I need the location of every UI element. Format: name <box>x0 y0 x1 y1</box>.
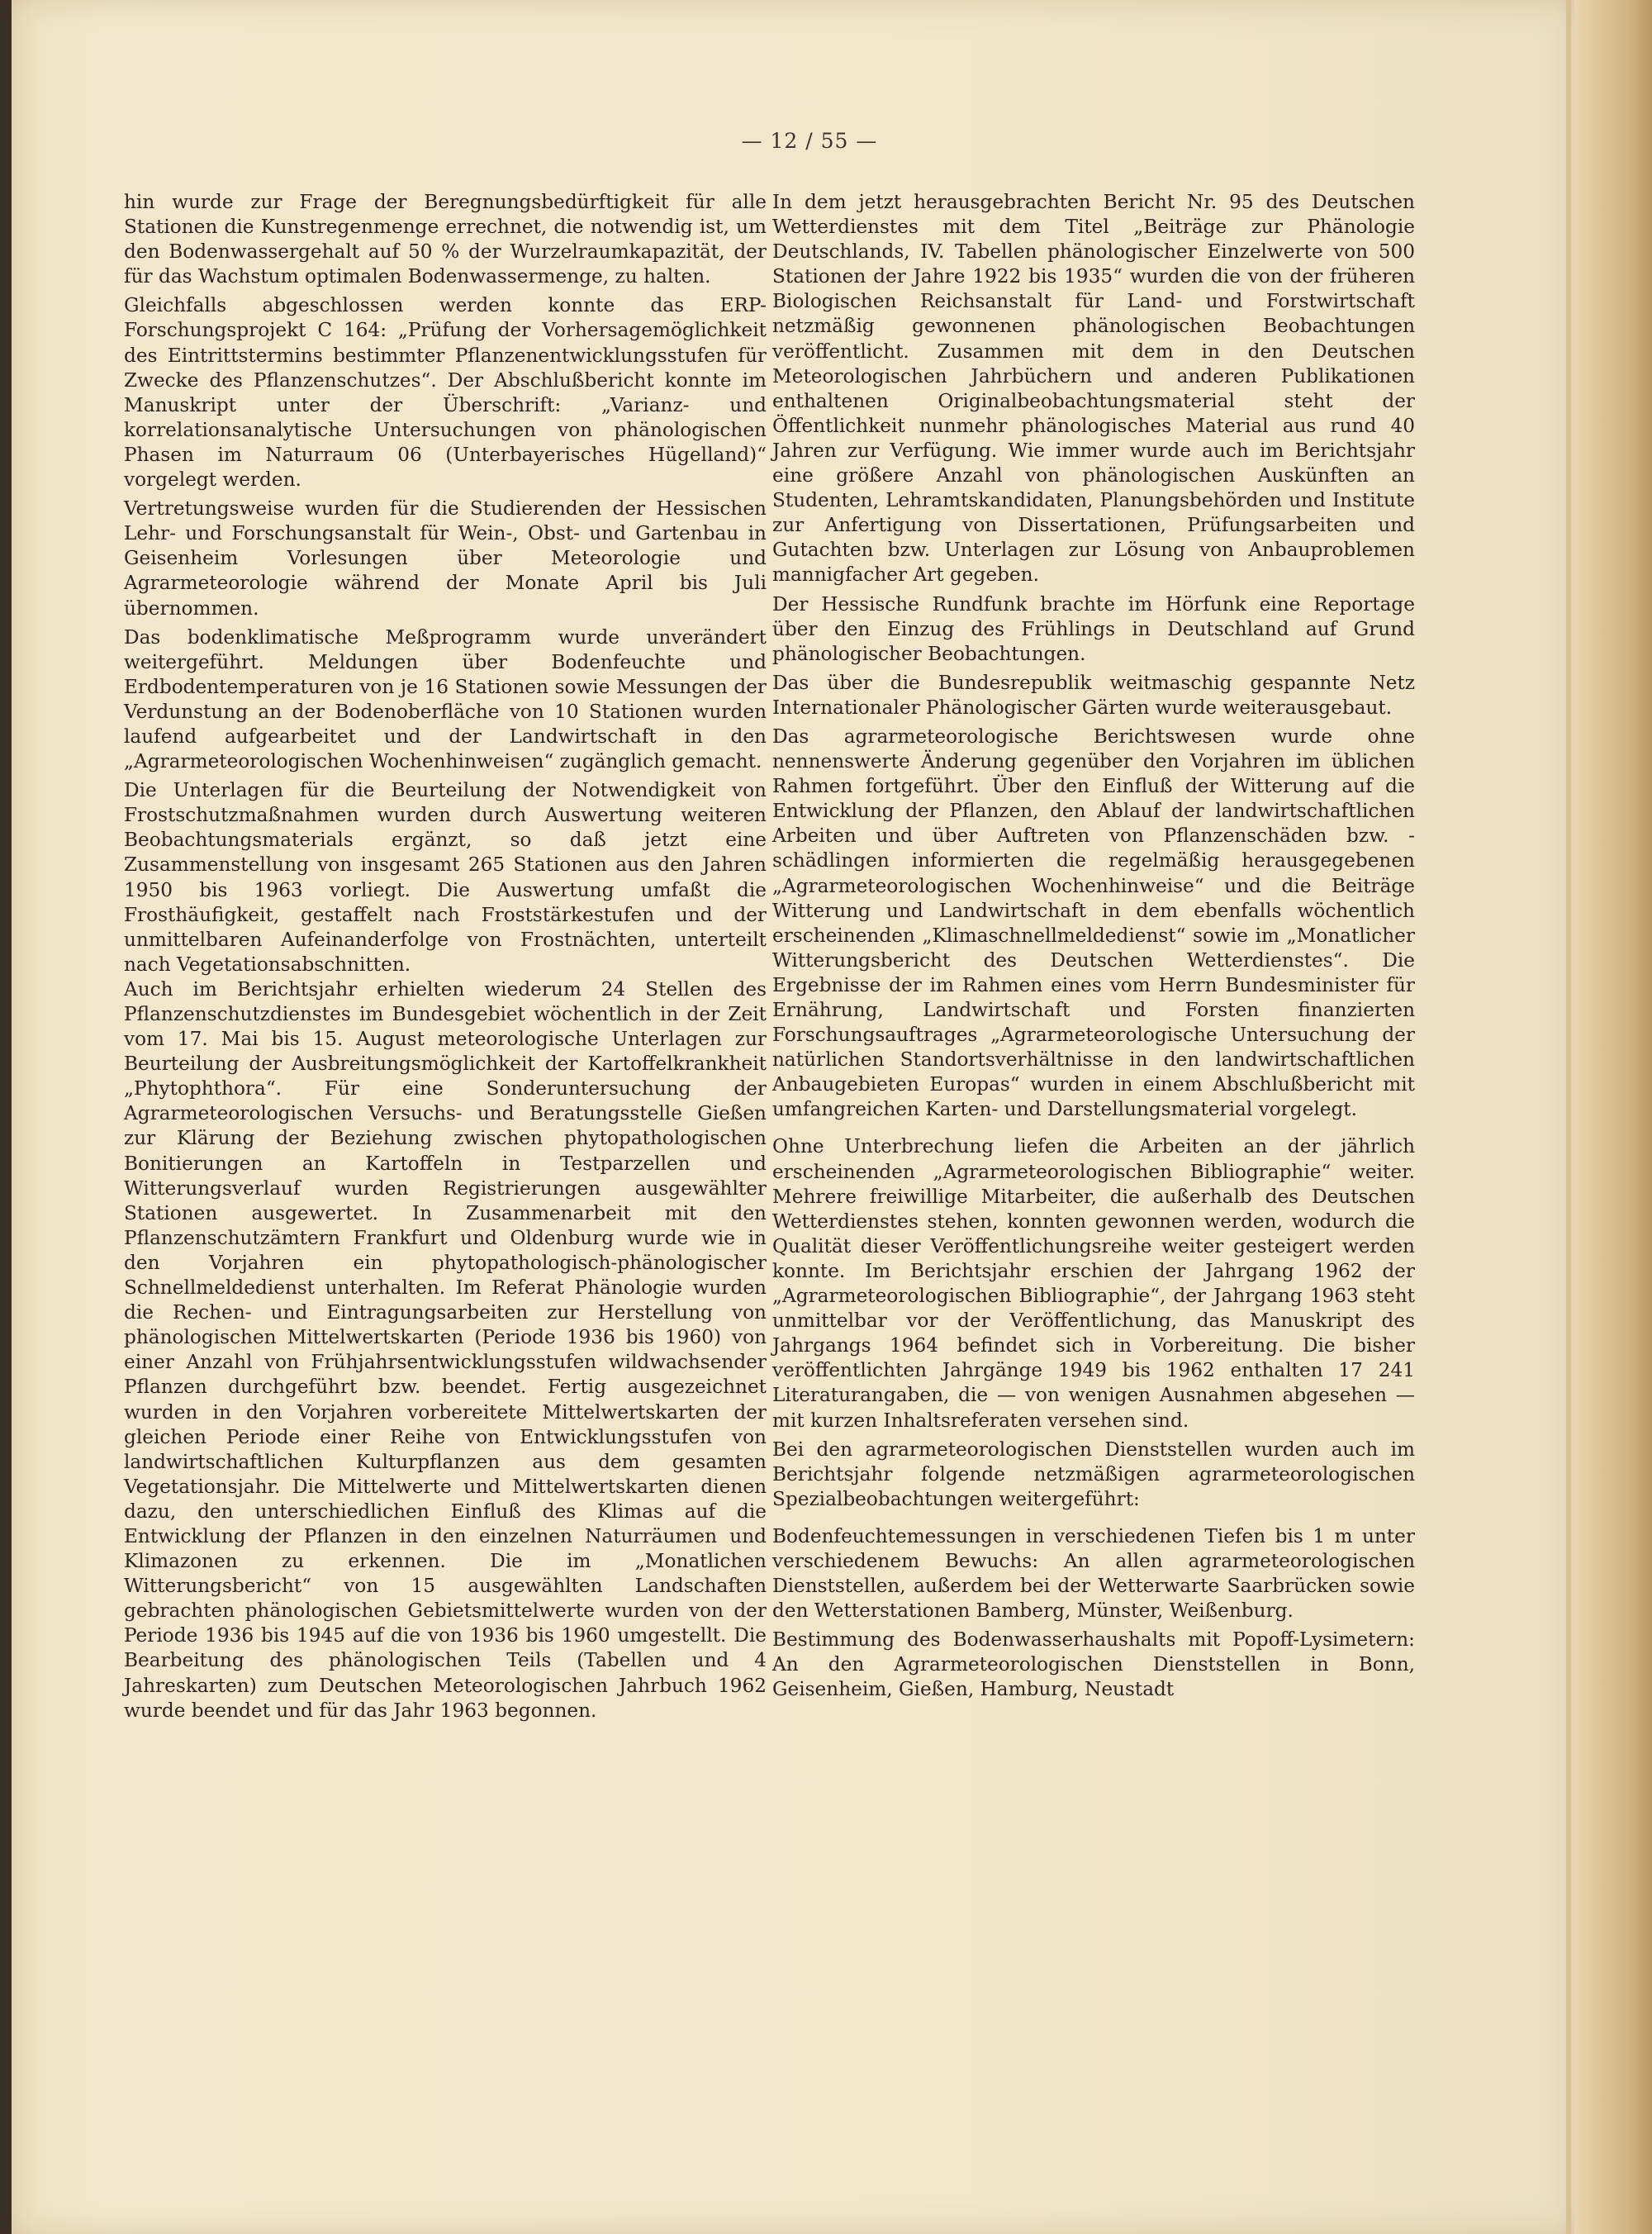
page-fold-line <box>1566 0 1571 2234</box>
paragraph: In dem jetzt herausgebrachten Bericht Nr. 95 des Deutschen Wetterdienstes mit dem Titel „Beiträge zur Phänologie Deutschlands, IV. Tabellen phänologischer Einzelwerte von 500 Stationen der Jahre 1922 bis 1935“ wurden die von der früheren Biologischen Reichsanstalt für Land- und Forstwirtschaft netzmäßig gewonnenen phänologischen Beobachtungen veröffentlicht. Zusammen mit dem in den Deutschen Meteorologischen Jahrbüchern und anderen Publikationen enthaltenen Originalbeobachtungsmaterial steht der Öffentlichkeit nunmehr phänologisches Material aus rund 40 Jahren zur Verfügung. Wie immer wurde auch im Berichtsjahr eine größere Anzahl von phänologischen Auskünften an Studenten, Lehramtskandidaten, Planungsbehörden und Institute zur Anfertigung von Dissertationen, Prüfungsarbeiten und Gutachten bzw. Unterlagen zur Lösung von Anbauproblemen mannigfacher Art gegeben. <box>772 191 1415 587</box>
paragraph: Das agrarmeteorologische Berichtswesen wurde ohne nennenswerte Änderung gegenüber den Vorjahren im üblichen Rahmen fortgeführt. Über den Einfluß der Witterung auf die Entwicklung der Pflanzen, den Ablauf der landwirtschaftlichen Arbeiten und über Auftreten von Pflanzenschäden bzw. -schädlingen informierten die regelmäßig herausgegebenen „Agrarmeteorologischen Wochenhinweise“ und die Beiträge Witterung und Landwirtschaft in dem ebenfalls wöchentlich erscheinenden „Klimaschnellmeldedienst“ sowie im „Monatlicher Witterungsbericht des Deutschen Wetterdienstes“. Die Ergebnisse der im Rahmen eines vom Herrn Bundesminister für Ernährung, Landwirtschaft und Forsten finanzierten Forschungsauftrages „Agrarmeteorologische Untersuchung der natürlichen Standortsverhältnisse in den landwirtschaftlichen Anbaugebieten Europas“ wurden in einem Abschlußbericht mit umfangreichen Karten- und Darstellungsmaterial vorgelegt. <box>772 725 1415 1121</box>
paragraph: hin wurde zur Frage der Beregnungsbedürftigkeit für alle Stationen die Kunstregenmenge errechnet, die notwendig ist, um den Bodenwassergehalt auf 50 % der Wurzelraumkapazität, der für das Wachstum optimalen Bodenwassermenge, zu halten. <box>124 191 767 288</box>
page-number: — 12 / 55 — <box>741 129 878 153</box>
paragraph: Der Hessische Rundfunk brachte im Hörfunk eine Reportage über den Einzug des Frühlings in Deutschland auf Grund phänologischer Beobachtungen. <box>772 592 1415 665</box>
paragraph: Ohne Unterbrechung liefen die Arbeiten an der jährlich erscheinenden „Agrarmeteorologischen Bibliographie“ weiter. Mehrere freiwillige Mitarbeiter, die außerhalb des Deutschen Wetterdienstes stehen, konnten gewonnen werden, wodurch die Qualität dieser Veröffentlichungsreihe weiter gesteigert werden konnte. Im Berichtsjahr erschien der Jahrgang 1962 der „Agrarmeteorologischen Bibliographie“, der Jahrgang 1963 steht unmittelbar vor der Veröffentlichung, das Manuskript des Jahrgangs 1964 befindet sich in Vorbereitung. Die bisher veröffentlichten Jahrgänge 1949 bis 1962 enthalten 17 241 Literaturangaben, die — von wenigen Ausnahmen abgesehen — mit kurzen Inhaltsreferaten versehen sind. <box>772 1135 1415 1432</box>
page-edge <box>1574 0 1652 2234</box>
paragraph: Gleichfalls abgeschlossen werden konnte das ERP-Forschungsprojekt C 164: „Prüfung der Vorhersagemöglichkeit des Eintrittstermins bestimmter Pflanzenentwicklungsstufen für Zwecke des Pflanzenschutzes“. Der Abschlußbericht konnte im Manuskript unter der Überschrift: „Varianz- und korrelationsanalytische Untersuchungen von phänologischen Phasen im Naturraum 06 (Unterbayerisches Hügelland)“ vorgelegt werden. <box>124 294 767 492</box>
paragraph: Vertretungsweise wurden für die Studierenden der Hessischen Lehr- und Forschungsanstalt für Wein-, Obst- und Gartenbau in Geisenheim Vorlesungen über Meteorologie und Agrarmeteorologie während der Monate April bis Juli übernommen. <box>124 497 767 620</box>
right-column <box>772 190 1415 1707</box>
paragraph: Das bodenklimatische Meßprogramm wurde unverändert weitergeführt. Meldungen über Bodenfeuchte und Erdbodentemperaturen von je 16 Stationen sowie Messungen der Verdunstung an der Bodenoberfläche von 10 Stationen wurden laufend aufgearbeitet und der Landwirtschaft in den „Agrarmeteorologischen Wochenhinweisen“ zugänglich gemacht. <box>124 625 767 773</box>
paragraph: Bestimmung des Bodenwasserhaushalts mit Popoff-Lysimetern: An den Agrarmeteorologischen Dienststellen in Bonn, Geisenheim, Gießen, Hamburg, Neustadt <box>772 1628 1415 1701</box>
paragraph: Bei den agrarmeteorologischen Dienststellen wurden auch im Berichtsjahr folgende netzmäßigen agrarmeteorologischen Spezialbeobachtungen weitergeführt: <box>772 1438 1415 1510</box>
paragraph: Das über die Bundesrepublik weitmaschig gespannte Netz Internationaler Phänologischer Gärten wurde weiterausgebaut. <box>772 671 1415 719</box>
paragraph: Die Unterlagen für die Beurteilung der Notwendigkeit von Frostschutzmaßnahmen wurden durch Auswertung weiteren Beobachtungsmaterials ergänzt, so daß jetzt eine Zusammenstellung von insgesamt 265 Stationen aus den Jahren 1950 bis 1963 vorliegt. Die Auswertung umfaßt die Frosthäufigkeit, gestaffelt nach Froststärkestufen und der unmittelbaren Aufeinanderfolge von Frostnächten, unterteilt nach Vegetationsabschnitten. <box>124 779 767 976</box>
left-column <box>124 190 767 1736</box>
paragraph: Auch im Berichtsjahr erhielten wiederum 24 Stellen des Pflanzenschutzdienstes im Bundesgebiet wöchentlich in der Zeit vom 17. Mai bis 15. August meteorologische Unterlagen zur Beurteilung der Ausbreitungsmöglichkeit der Kartoffelkrankheit „Phytophthora“. Für eine Sonderuntersuchung der Agrarmeteorologischen Versuchs- und Beratungsstelle Gießen zur Klärung der Beziehung zwischen phytopathologischen Bonitierungen an Kartoffeln in Testparzellen und Witterungsverlauf wurden Registrierungen ausgewählter Stationen ausgewertet. In Zusammenarbeit mit den Pflanzenschutzämtern Frankfurt und Oldenburg wurde wie in den Vorjahren ein phytopathologisch-phänologischer Schnellmeldedienst unterhalten. Im Referat Phänologie wurden die Rechen- und Eintragungsarbeiten zur Herstellung von phänologischen Mittelwertskarten (Periode 1936 bis 1960) von einer Anzahl von Frühjahrsentwicklungsstufen wildwachsender Pflanzen durchgeführt bzw. beendet. Fertig ausgezeichnet wurden in den Vorjahren vorbereitete Mittelwertskarten der gleichen Periode einer Reihe von Entwicklungsstufen von landwirtschaftlichen Kulturpflanzen aus dem gesamten Vegetationsjahr. Die Mittelwerte und Mittelwertskarten dienen dazu, den unterschiedlichen Einfluß des Klimas auf die Entwicklung der Pflanzen in den einzelnen Naturräumen und Klimazonen zu erkennen. Die im „Monatlichen Witterungsbericht“ von 15 ausgewählten Landschaften gebrachten phänologischen Gebietsmittelwerte wurden von der Periode 1936 bis 1945 auf die von 1936 bis 1960 umgestellt. Die Bearbeitung des phänologischen Teils (Tabellen und 4 Jahreskarten) zum Deutschen Meteorologischen Jahrbuch 1962 wurde beendet und für das Jahr 1963 begonnen. <box>124 977 767 1722</box>
paragraph: Bodenfeuchtemessungen in verschiedenen Tiefen bis 1 m unter verschiedenem Bewuchs: An allen agrarmeteorologischen Dienststellen, außerdem bei der Wetterwarte Saarbrücken sowie den Wetterstationen Bamberg, Münster, Weißenburg. <box>772 1524 1415 1623</box>
